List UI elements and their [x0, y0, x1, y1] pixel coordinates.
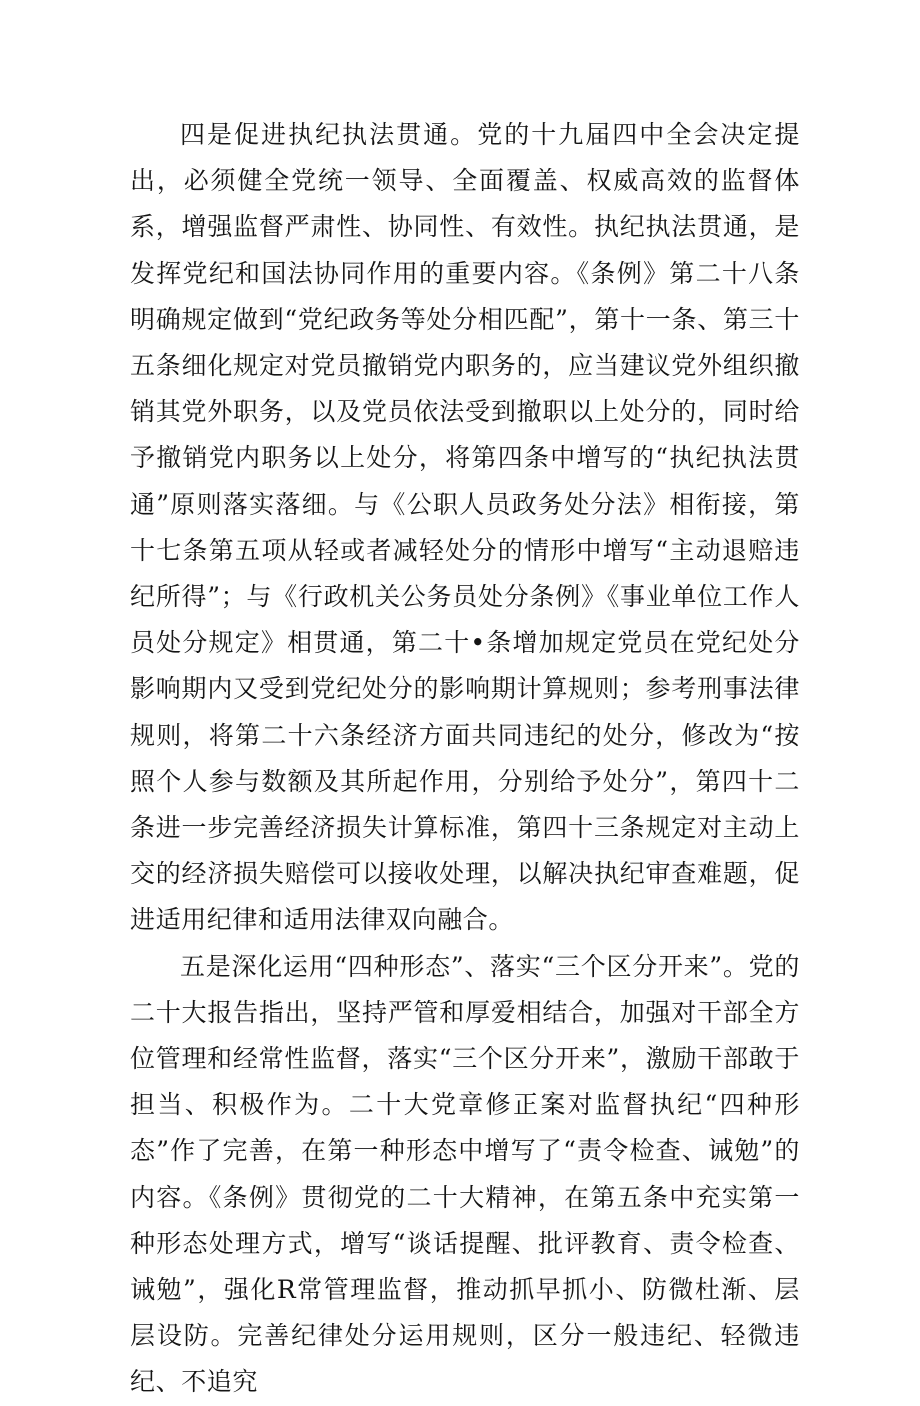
paragraph-5: 五是深化运用“四种形态”、落实“三个区分开来”。党的二十大报告指出，坚持严管和厚爱相结合，加强对干部全方位管理和经常性监督，落实“三个区分开来”，激励干部敢于担当、积极作为。二十大党章修正案对监督执纪“四种形态”作了完善，在第一种形态中增写了“责令检查、诫勉”的内容。《条例》贯彻党的二十大精神，在第五条中充实第一种形态处理方式，增写“谈话提醒、批评教育、责令检查、诫勉”，强化R常管理监督，推动抓早抓小、防微杜渐、层层设防。完善纪律处分运用规则，区分一般违纪、轻微违纪、不追究 — [130, 951, 800, 1397]
document-body — [130, 112, 800, 1406]
paragraph-4: 四是促进执纪执法贯通。党的十九届四中全会决定提出，必须健全党统一领导、全面覆盖、权威高效的监督体系，增强监督严肃性、协同性、有效性。执纪执法贯通，是发挥党纪和国法协同作用的重要内容。《条例》第二十八条明确规定做到“党纪政务等处分相匹配”，第十一条、第三十五条细化规定对党员撤销党内职务的，应当建议党外组织撤销其党外职务，以及党员依法受到撤职以上处分的，同时给予撤销党内职务以上处分，将第四条中增写的“执纪执法贯通”原则落实落细。与《公职人员政务处分法》相衔接，第十七条第五项从轻或者减轻处分的情形中增写“主动退赔违纪所得”；与《行政机关公务员处分条例》《事业单位工作人员处分规定》相贯通，第二十•条增加规定党员在党纪处分影响期内又受到党纪处分的影响期计算规则；参考刑事法律规则，将第二十六条经济方面共同违纪的处分，修改为“按照个人参与数额及其所起作用，分别给予处分”，第四十二条进一步完善经济损失计算标准，第四十三条规定对主动上交的经济损失赔偿可以接收处理，以解决执纪审查难题，促进适用纪律和适用法律双向融合。 — [130, 120, 800, 935]
